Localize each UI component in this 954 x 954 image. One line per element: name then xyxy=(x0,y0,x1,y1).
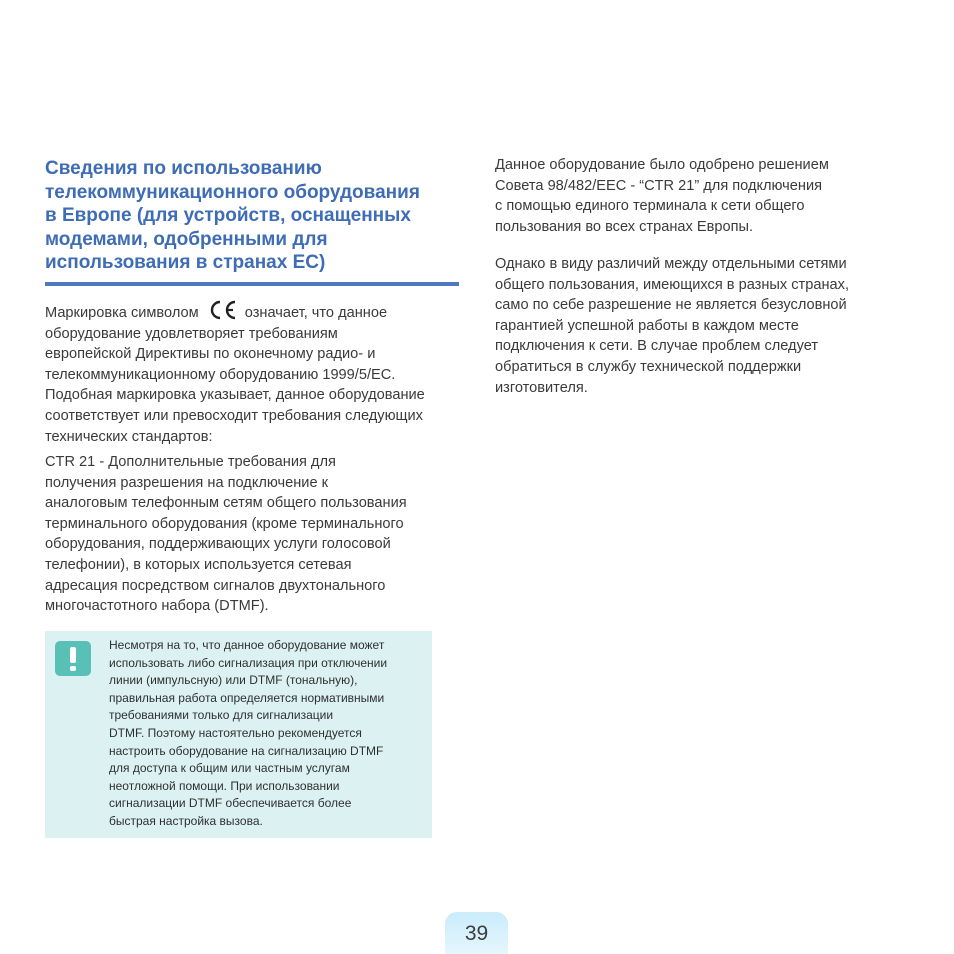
paragraph-line: с помощью единого терминала к сети общего xyxy=(495,198,805,215)
note-line: для доступа к общим или частным услугам xyxy=(109,761,350,776)
paragraph-line: обратиться в службу технической поддержки xyxy=(495,358,802,375)
paragraph-line: общего пользования, имеющихся в разных странах, xyxy=(495,276,849,293)
page-number: 39 xyxy=(464,922,489,945)
paragraph-line: Однако в виду различий между отдельными сетями xyxy=(495,256,847,272)
warning-note-text xyxy=(109,637,429,831)
paragraph-line: соответствует или превосходит требования следующих xyxy=(45,407,423,424)
paragraph-line: телекоммуникационному оборудованию 1999/5/EC. xyxy=(45,366,396,383)
heading-line: использования в странах ЕС) xyxy=(45,252,326,273)
note-line: правильная работа определяется нормативными xyxy=(109,690,385,705)
ce-marking-paragraph xyxy=(45,299,465,447)
paragraph-line: Подобная маркировка указывает, данное оборудование xyxy=(45,387,425,404)
warning-note-box xyxy=(45,631,432,838)
approval-paragraph xyxy=(495,155,915,237)
paragraph-line: CTR 21 - Дополнительные требования для xyxy=(45,454,336,470)
note-line: настроить оборудование на сигнализацию DTMF xyxy=(109,743,384,758)
paragraph-line: Совета 98/482/EEC - “CTR 21” для подключения xyxy=(495,177,823,194)
paragraph-line: подключения к сети. В случае проблем следует xyxy=(495,338,819,355)
paragraph-line: терминального оборудования (кроме терминального xyxy=(45,515,404,532)
paragraph-line: оборудование удовлетворяет требованиям xyxy=(45,325,338,342)
heading-divider xyxy=(45,282,459,286)
page-number-tab xyxy=(445,912,508,954)
heading-line: в Европе (для устройств, оснащенных xyxy=(45,205,411,226)
paragraph-line: европейской Директивы по оконечному радио- и xyxy=(45,346,376,363)
ce-trail-text: означает, что данное xyxy=(244,305,388,321)
paragraph-line: изготовителя. xyxy=(495,379,588,396)
paragraph-line xyxy=(45,299,465,324)
paragraph-line: Данное оборудование было одобрено решением xyxy=(495,157,829,173)
note-line: Несмотря на то, что данное оборудование может xyxy=(109,638,385,652)
paragraph-line: аналоговым телефонным сетям общего пользования xyxy=(45,495,407,512)
section-heading xyxy=(45,157,465,275)
paragraph-line: технических стандартов: xyxy=(45,428,213,445)
note-line: требованиями только для сигнализации xyxy=(109,708,334,723)
paragraph-line: гарантией успешной работы в каждом месте xyxy=(495,317,799,334)
heading-line: Сведения по использованию xyxy=(45,158,322,179)
ce-mark-icon xyxy=(206,299,238,321)
note-line: DTMF. Поэтому настоятельно рекомендуется xyxy=(109,725,362,740)
paragraph-line: оборудования, поддерживающих услуги голосовой xyxy=(45,536,391,553)
ce-lead-text: Маркировка символом xyxy=(45,305,199,321)
ctr21-paragraph xyxy=(45,452,465,617)
paragraph-line: пользования во всех странах Европы. xyxy=(495,218,754,235)
note-line: неотложной помощи. При использовании xyxy=(109,778,340,793)
paragraph-line: телефонии), в которых используется сетевая xyxy=(45,556,352,573)
paragraph-line: многочастотного набора (DTMF). xyxy=(45,598,269,615)
note-line: использовать либо сигнализация при отключении xyxy=(109,655,388,670)
heading-line: телекоммуникационного оборудования xyxy=(45,181,420,203)
paragraph-line: само по себе разрешение не является безусловной xyxy=(495,297,847,314)
exclamation-icon xyxy=(55,641,91,676)
note-line: сигнализации DTMF обеспечивается более xyxy=(109,796,352,811)
note-line: линии (импульсную) или DTMF (тональную), xyxy=(109,673,358,688)
note-line: быстрая настройка вызова. xyxy=(109,813,263,828)
heading-line: модемами, одобренными для xyxy=(45,228,328,250)
paragraph-line: получения разрешения на подключение к xyxy=(45,474,329,491)
paragraph-line: адресация посредством сигналов двухтонального xyxy=(45,577,386,594)
disclaimer-paragraph xyxy=(495,254,915,398)
